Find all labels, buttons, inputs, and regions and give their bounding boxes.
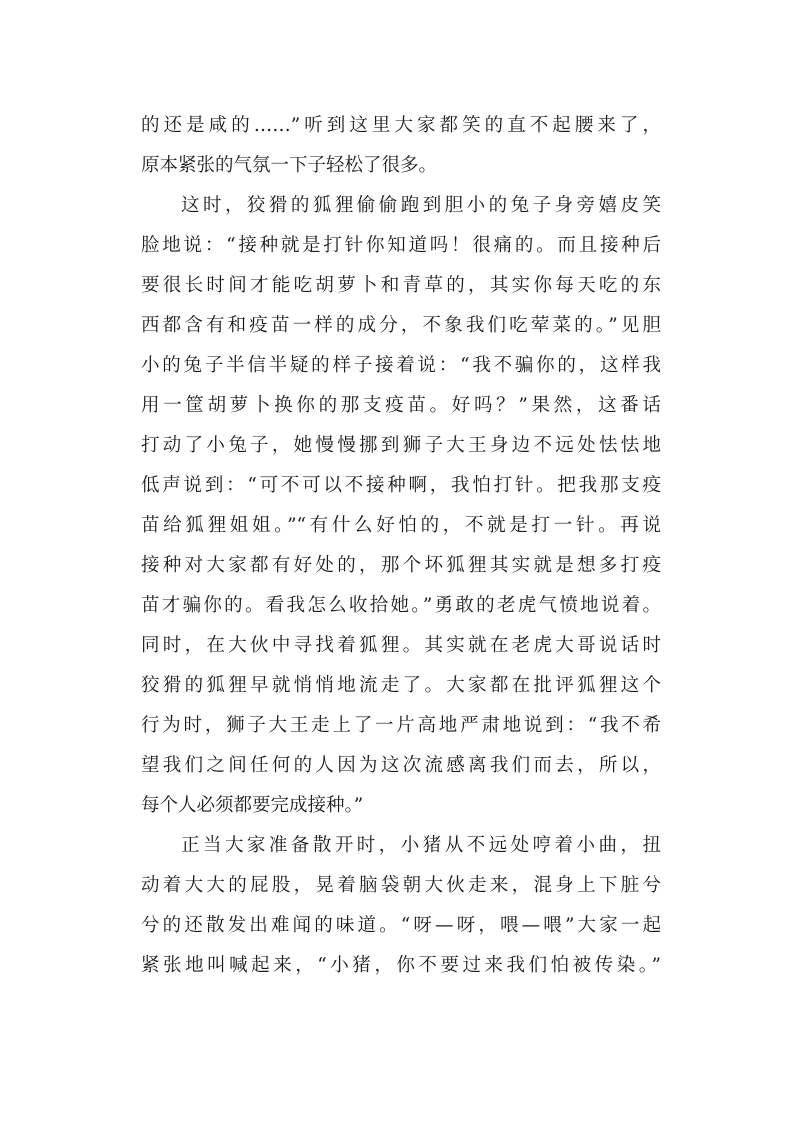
text-line: 望我们之间任何的人因为这次流感离我们而去，所以， bbox=[141, 755, 661, 776]
text-line: 打动了小兔子，她慢慢挪到狮子大王身边不远处怯怯地 bbox=[141, 435, 661, 456]
story-text bbox=[141, 106, 661, 986]
text-line: 正当大家准备散开时，小猪从不远处哼着小曲，扭 bbox=[181, 835, 661, 856]
text-line: 低声说到：“可不可以不接种啊，我怕打针。把我那支疫 bbox=[141, 475, 661, 496]
text-line: 用一筐胡萝卜换你的那支疫苗。好吗？”果然，这番话 bbox=[141, 395, 661, 416]
text-line: 苗给狐狸姐姐。”“有什么好怕的，不就是打一针。再说 bbox=[141, 515, 661, 536]
text-line: 原本紧张的气氛一下子轻松了很多。 bbox=[141, 155, 438, 176]
text-line: 接种对大家都有好处的，那个坏狐狸其实就是想多打疫 bbox=[141, 555, 661, 576]
text-line: 行为时，狮子大王走上了一片高地严肃地说到：“我不希 bbox=[141, 715, 661, 736]
text-line: 要很长时间才能吃胡萝卜和青草的，其实你每天吃的东 bbox=[141, 275, 661, 296]
text-line: 每个人必须都要完成接种。” bbox=[141, 795, 364, 816]
text-line: 脸地说：“接种就是打针你知道吗！很痛的。而且接种后 bbox=[141, 235, 661, 256]
text-line: 紧张地叫喊起来，“小猪，你不要过来我们怕被传染。” bbox=[141, 955, 661, 976]
text-line: 这时，狡猾的狐狸偷偷跑到胆小的兔子身旁嬉皮笑 bbox=[181, 195, 661, 216]
text-line: 苗才骗你的。看我怎么收拾她。”勇敢的老虎气愤地说着。 bbox=[141, 595, 661, 616]
text-line: 兮的还散发出难闻的味道。“呀—呀，喂—喂”大家一起 bbox=[141, 915, 661, 936]
text-line: 狡猾的狐狸早就悄悄地流走了。大家都在批评狐狸这个 bbox=[141, 675, 661, 696]
text-line: 的还是咸的……”听到这里大家都笑的直不起腰来了， bbox=[141, 115, 661, 136]
text-line: 同时，在大伙中寻找着狐狸。其实就在老虎大哥说话时 bbox=[141, 635, 661, 656]
text-line: 动着大大的屁股，晃着脑袋朝大伙走来，混身上下脏兮 bbox=[141, 875, 661, 896]
text-line: 小的兔子半信半疑的样子接着说：“我不骗你的，这样我 bbox=[141, 355, 661, 376]
text-line: 西都含有和疫苗一样的成分，不象我们吃荤菜的。”见胆 bbox=[141, 315, 661, 336]
